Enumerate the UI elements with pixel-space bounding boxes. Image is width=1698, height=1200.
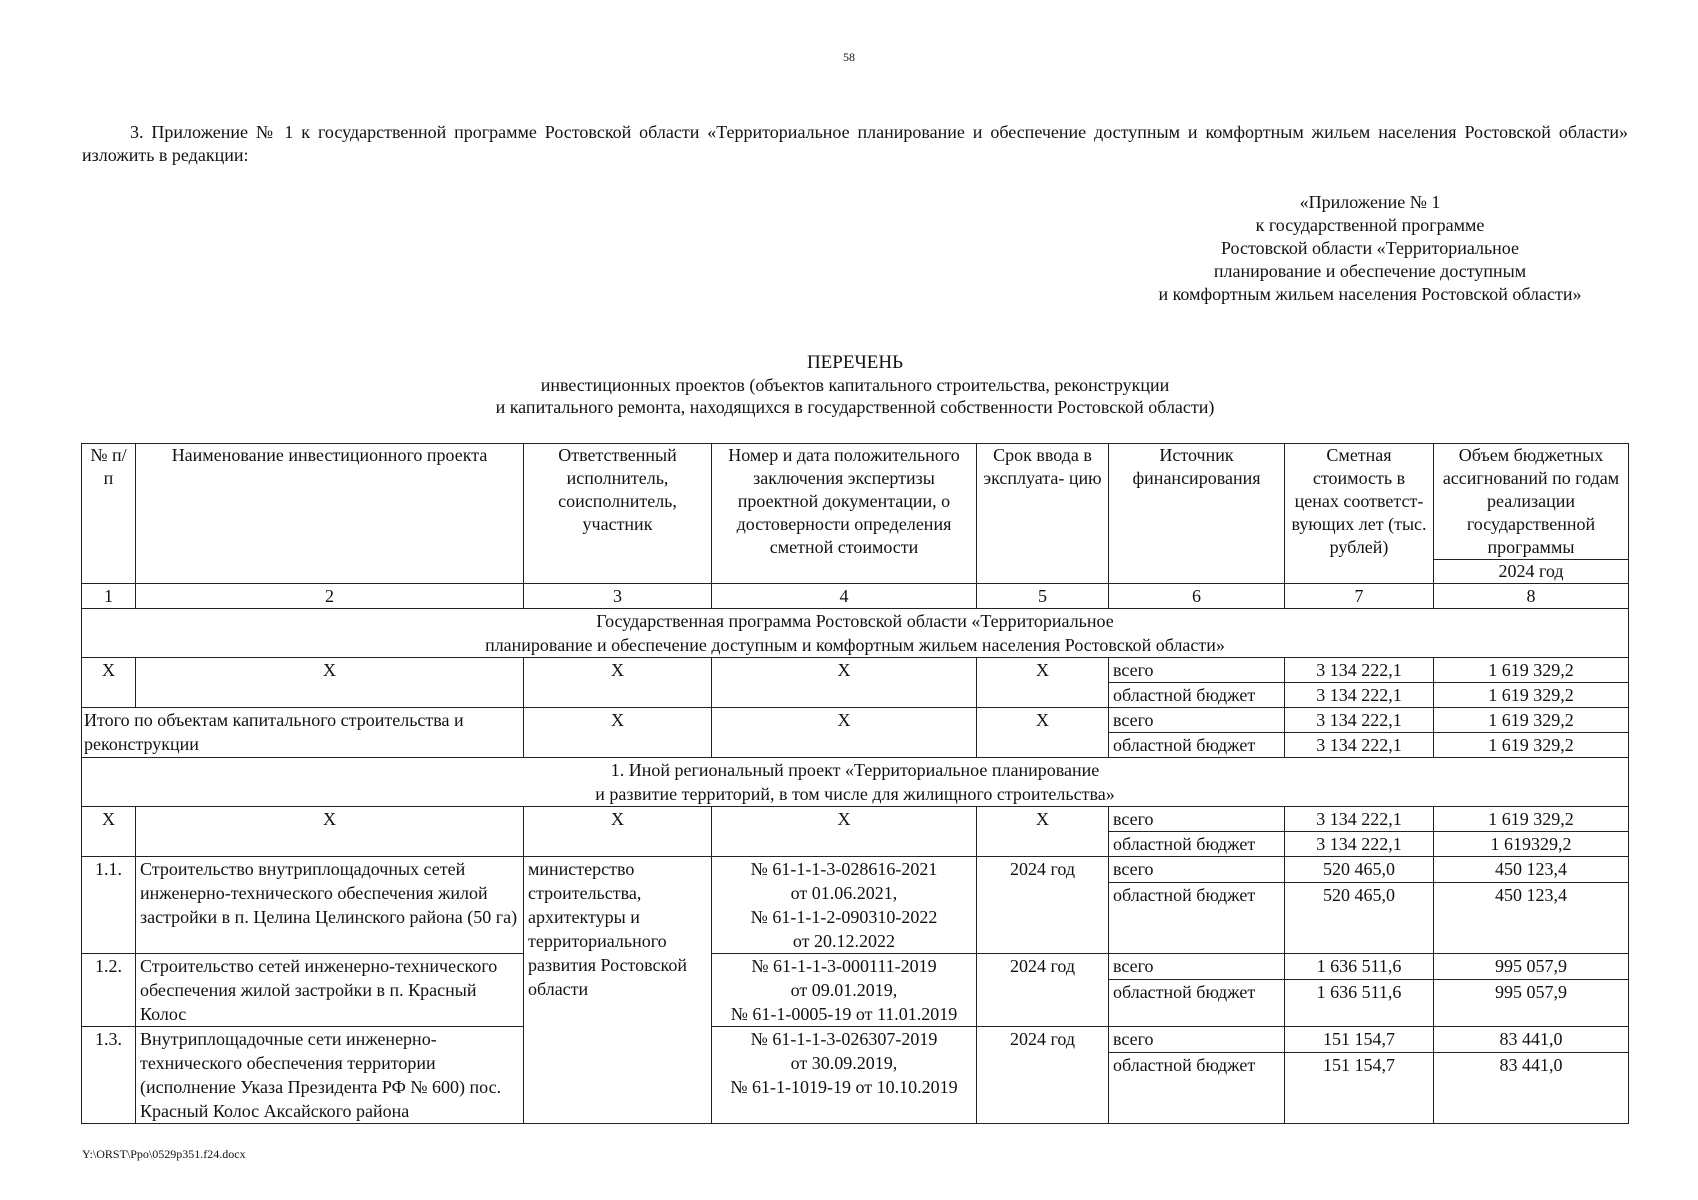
source-total: всего [1109, 1027, 1285, 1053]
header-num: № п/п [82, 444, 136, 584]
cell-x: Х [712, 708, 977, 758]
expertise-line: от 09.01.2019, [790, 980, 898, 1000]
section-line: Государственная программа Ростовской области «Территориальное [596, 611, 1114, 631]
appendix-line: Ростовской области «Территориальное [1220, 238, 1520, 258]
project-responsible: министерство строительства, архитектуры и территориального развития Ростовской области [524, 857, 712, 1124]
budget-2024-regional: 450 123,4 [1434, 883, 1629, 954]
expertise-line: № 61-1-1-3-028616-2021 [750, 859, 938, 879]
project-section-title [82, 758, 1629, 807]
project-name: Строительство внутриплощадочных сетей инженерно-технического обеспечения жилой застройки в п. Целина Целинского района (50 га) [136, 857, 524, 954]
col-number: 6 [1109, 584, 1285, 609]
cost-regional: 1 636 511,6 [1285, 980, 1434, 1027]
header-responsible: Ответственный исполнитель, соисполнитель, участник [524, 444, 712, 584]
cost-regional: 151 154,7 [1285, 1053, 1434, 1124]
appendix-line: к государственной программе [1255, 215, 1485, 235]
cell-x: Х [524, 708, 712, 758]
project-name: Строительство сетей инженерно-технического обеспечения жилой застройки в п. Красный Колос [136, 954, 524, 1027]
project-num: 1.2. [82, 954, 136, 1027]
cell-x: Х [82, 658, 136, 708]
cost-total: 3 134 222,1 [1285, 807, 1434, 832]
file-path-footer: Y:\ORST\Ppo\0529p351.f24.docx [82, 1147, 246, 1161]
project-section-row [82, 758, 1629, 807]
header-project-name: Наименование инвестиционного проекта [136, 444, 524, 584]
title-line: и капитального ремонта, находящихся в государственной собственности Ростовской области) [495, 397, 1215, 417]
header-budget: Объем бюджетных ассигнований по годам реализации государственной программы [1434, 444, 1629, 560]
project-expertise [712, 954, 977, 1027]
cost-regional: 3 134 222,1 [1285, 832, 1434, 857]
expertise-line: № 61-1-0005-19 от 11.01.2019 [730, 1004, 958, 1024]
cost-total: 3 134 222,1 [1285, 708, 1434, 733]
col-number: 8 [1434, 584, 1629, 609]
project-row [82, 857, 1629, 883]
expertise-line: от 01.06.2021, [790, 883, 898, 903]
col-number: 4 [712, 584, 977, 609]
source-regional: областной бюджет [1109, 733, 1285, 758]
appendix-line: «Приложение № 1 [1299, 192, 1441, 212]
source-regional: областной бюджет [1109, 1053, 1285, 1124]
project-term: 2024 год [977, 1027, 1109, 1124]
cost-total: 1 636 511,6 [1285, 954, 1434, 980]
program-section-row [82, 609, 1629, 658]
cell-x: Х [977, 807, 1109, 857]
budget-2024-total: 450 123,4 [1434, 857, 1629, 883]
col-number: 1 [82, 584, 136, 609]
cell-x: Х [524, 658, 712, 708]
budget-2024-regional: 1 619 329,2 [1434, 683, 1629, 708]
section-line: планирование и обеспечение доступным и комфортным жильем населения Ростовской области» [485, 635, 1225, 655]
project-row [82, 954, 1629, 980]
project-num: 1.3. [82, 1027, 136, 1124]
budget-2024-regional: 1 619329,2 [1434, 832, 1629, 857]
expertise-line: от 20.12.2022 [792, 931, 896, 951]
header-expertise: Номер и дата положительного заключения экспертизы проектной документации, о достоверности определения сметной стоимости [712, 444, 977, 584]
title-main: ПЕРЕЧЕНЬ [806, 352, 904, 373]
subtotal-label: Итого по объектам капитального строительства и реконструкции [82, 708, 524, 758]
source-regional: областной бюджет [1109, 832, 1285, 857]
source-total: всего [1109, 708, 1285, 733]
expertise-line: от 30.09.2019, [790, 1053, 898, 1073]
cell-x: Х [524, 807, 712, 857]
cost-total: 3 134 222,1 [1285, 658, 1434, 683]
table-row [82, 807, 1629, 832]
col-number: 5 [977, 584, 1109, 609]
page-number: 58 [843, 50, 855, 64]
column-number-row [82, 584, 1629, 609]
expertise-line: № 61-1-1-3-000111-2019 [751, 956, 937, 976]
budget-2024-total: 1 619 329,2 [1434, 807, 1629, 832]
project-num: 1.1. [82, 857, 136, 954]
source-total: всего [1109, 807, 1285, 832]
project-expertise [712, 857, 977, 954]
section-line: 1. Иной региональный проект «Территориальное планирование [610, 760, 1100, 780]
appendix-line: и комфортным жильем населения Ростовской области» [1158, 284, 1582, 304]
header-term: Срок ввода в эксплуата- цию [977, 444, 1109, 584]
header-source: Источник финансирования [1109, 444, 1285, 584]
cell-x: Х [136, 807, 524, 857]
investment-projects-table [81, 443, 1629, 1124]
cost-total: 151 154,7 [1285, 1027, 1434, 1053]
source-regional: областной бюджет [1109, 883, 1285, 954]
col-number: 2 [136, 584, 524, 609]
header-cost: Сметная стоимость в ценах соответст- вующих лет (тыс. рублей) [1285, 444, 1434, 584]
appendix-header [1100, 191, 1640, 306]
cost-total: 520 465,0 [1285, 857, 1434, 883]
source-total: всего [1109, 857, 1285, 883]
source-regional: областной бюджет [1109, 980, 1285, 1027]
cost-regional: 3 134 222,1 [1285, 683, 1434, 708]
cell-x: Х [977, 708, 1109, 758]
source-regional: областной бюджет [1109, 683, 1285, 708]
expertise-line: № 61-1-1019-19 от 10.10.2019 [730, 1077, 958, 1097]
subtotal-row [82, 708, 1629, 733]
cost-regional: 520 465,0 [1285, 883, 1434, 954]
col-number: 7 [1285, 584, 1434, 609]
source-total: всего [1109, 658, 1285, 683]
intro-paragraph: 3. Приложение № 1 к государственной программе Ростовской области «Территориальное планирование и обеспечение доступным и комфортным жильем населения Ростовской области» изложить в редакции: [82, 122, 1628, 165]
budget-2024-regional: 83 441,0 [1434, 1053, 1629, 1124]
table-row [82, 658, 1629, 683]
expertise-line: № 61-1-1-3-026307-2019 [750, 1029, 938, 1049]
col-number: 3 [524, 584, 712, 609]
budget-2024-total: 1 619 329,2 [1434, 658, 1629, 683]
budget-2024-total: 995 057,9 [1434, 954, 1629, 980]
project-expertise [712, 1027, 977, 1124]
source-total: всего [1109, 954, 1285, 980]
budget-2024-total: 1 619 329,2 [1434, 708, 1629, 733]
appendix-line: планирование и обеспечение доступным [1213, 261, 1527, 281]
cell-x: Х [712, 807, 977, 857]
cell-x: Х [977, 658, 1109, 708]
project-term: 2024 год [977, 954, 1109, 1027]
budget-2024-total: 83 441,0 [1434, 1027, 1629, 1053]
project-name: Внутриплощадочные сети инженерно-технического обеспечения территории (исполнение Указа Президента РФ № 600) пос. Красный Колос Аксайского района [136, 1027, 524, 1124]
header-year: 2024 год [1434, 560, 1629, 584]
cell-x: Х [82, 807, 136, 857]
cell-x: Х [712, 658, 977, 708]
project-term: 2024 год [977, 857, 1109, 954]
cost-regional: 3 134 222,1 [1285, 733, 1434, 758]
budget-2024-regional: 1 619 329,2 [1434, 733, 1629, 758]
cell-x: Х [136, 658, 524, 708]
header-row [82, 444, 1629, 560]
section-line: и развитие территорий, в том числе для жилищного строительства» [595, 784, 1115, 804]
expertise-line: № 61-1-1-2-090310-2022 [750, 907, 938, 927]
program-section-title [82, 609, 1629, 658]
document-title [82, 352, 1628, 418]
title-line: инвестиционных проектов (объектов капитального строительства, реконструкции [540, 375, 1170, 395]
budget-2024-regional: 995 057,9 [1434, 980, 1629, 1027]
project-row [82, 1027, 1629, 1053]
